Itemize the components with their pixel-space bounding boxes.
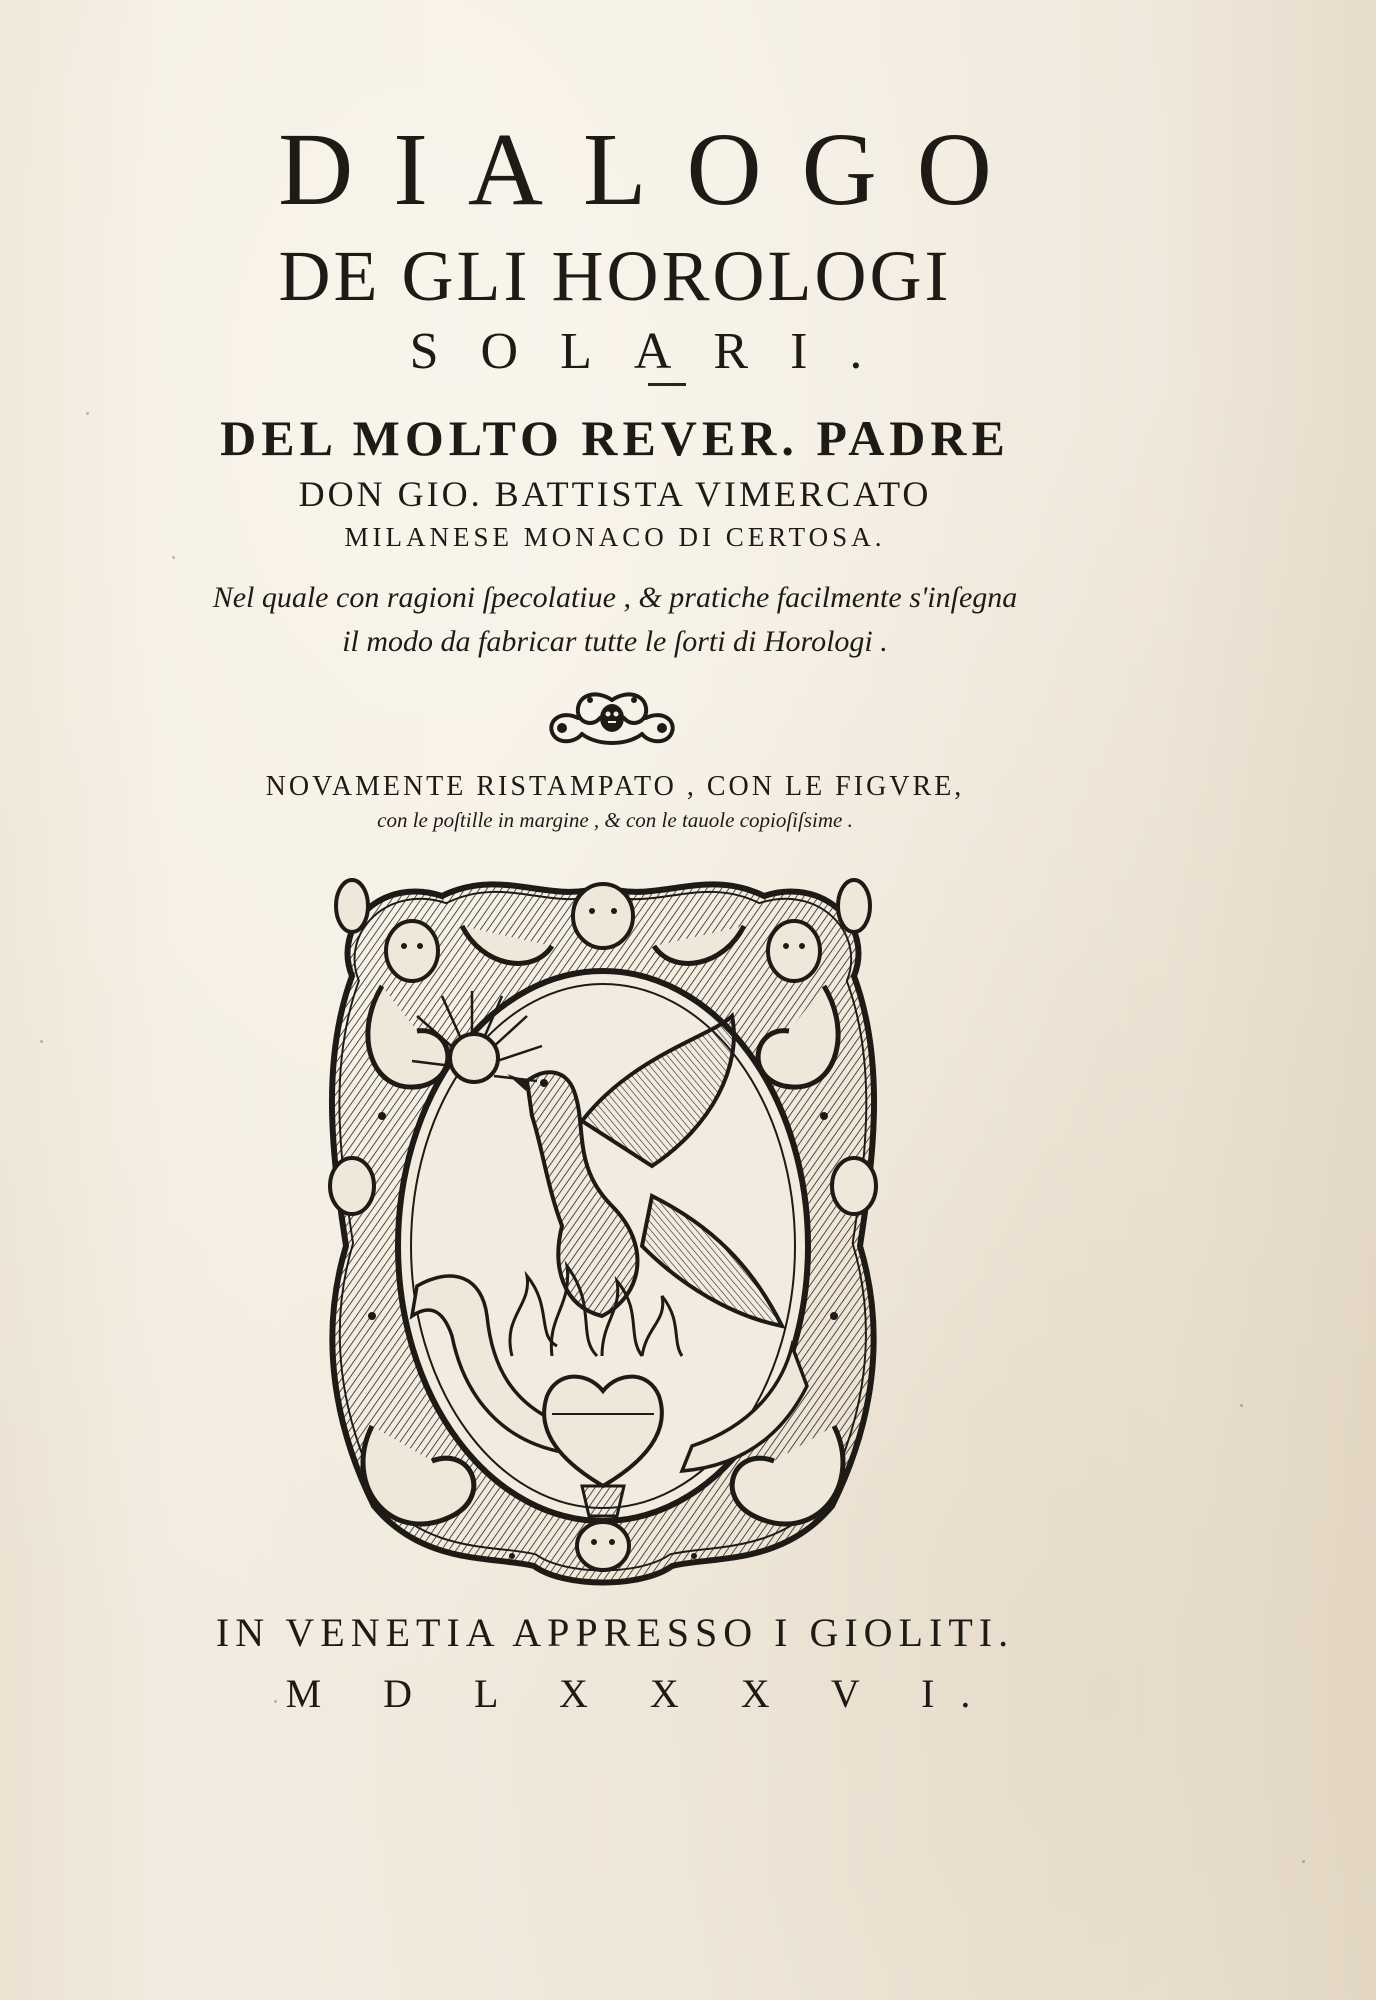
author-line-2: DON GIO. BATTISTA VIMERCATO (298, 474, 932, 514)
edition-line-2: con le poſtille in margine , & con le tauole copioſiſsime . (377, 808, 853, 832)
description-line-2: il modo da fabricar tutte le ſorti di Horologi . (342, 625, 888, 658)
paper-speck (172, 556, 175, 559)
imprint-line: IN VENETIA APPRESSO I GIOLITI. (215, 1610, 1015, 1655)
title-line-dialogo: DIALOGO (278, 112, 1032, 227)
author-line-1: DEL MOLTO REVER. PADRE (220, 410, 1010, 466)
paper-speck (1240, 1404, 1243, 1407)
title-line-horologi: DE GLI HOROLOGI (278, 236, 952, 316)
author-line-3: MILANESE MONACO DI CERTOSA. (344, 522, 886, 552)
title-divider (648, 383, 686, 386)
paper-speck (40, 1040, 43, 1043)
fleuron-ornament (542, 688, 682, 750)
title-line-solari: SOLARI. (409, 323, 905, 380)
paper-speck (274, 1700, 277, 1703)
paper-speck (86, 412, 89, 415)
paper-speck (1302, 1860, 1305, 1863)
edition-line-1: NOVAMENTE RISTAMPATO , CON LE FIGVRE, (265, 771, 965, 802)
description-line-1: Nel quale con ragioni ſpecolatiue , & pratiche facilmente s'inſegna (212, 581, 1018, 614)
date-line: M D L X X X V I. (285, 1671, 997, 1716)
printers-device-woodcut (312, 866, 894, 1588)
